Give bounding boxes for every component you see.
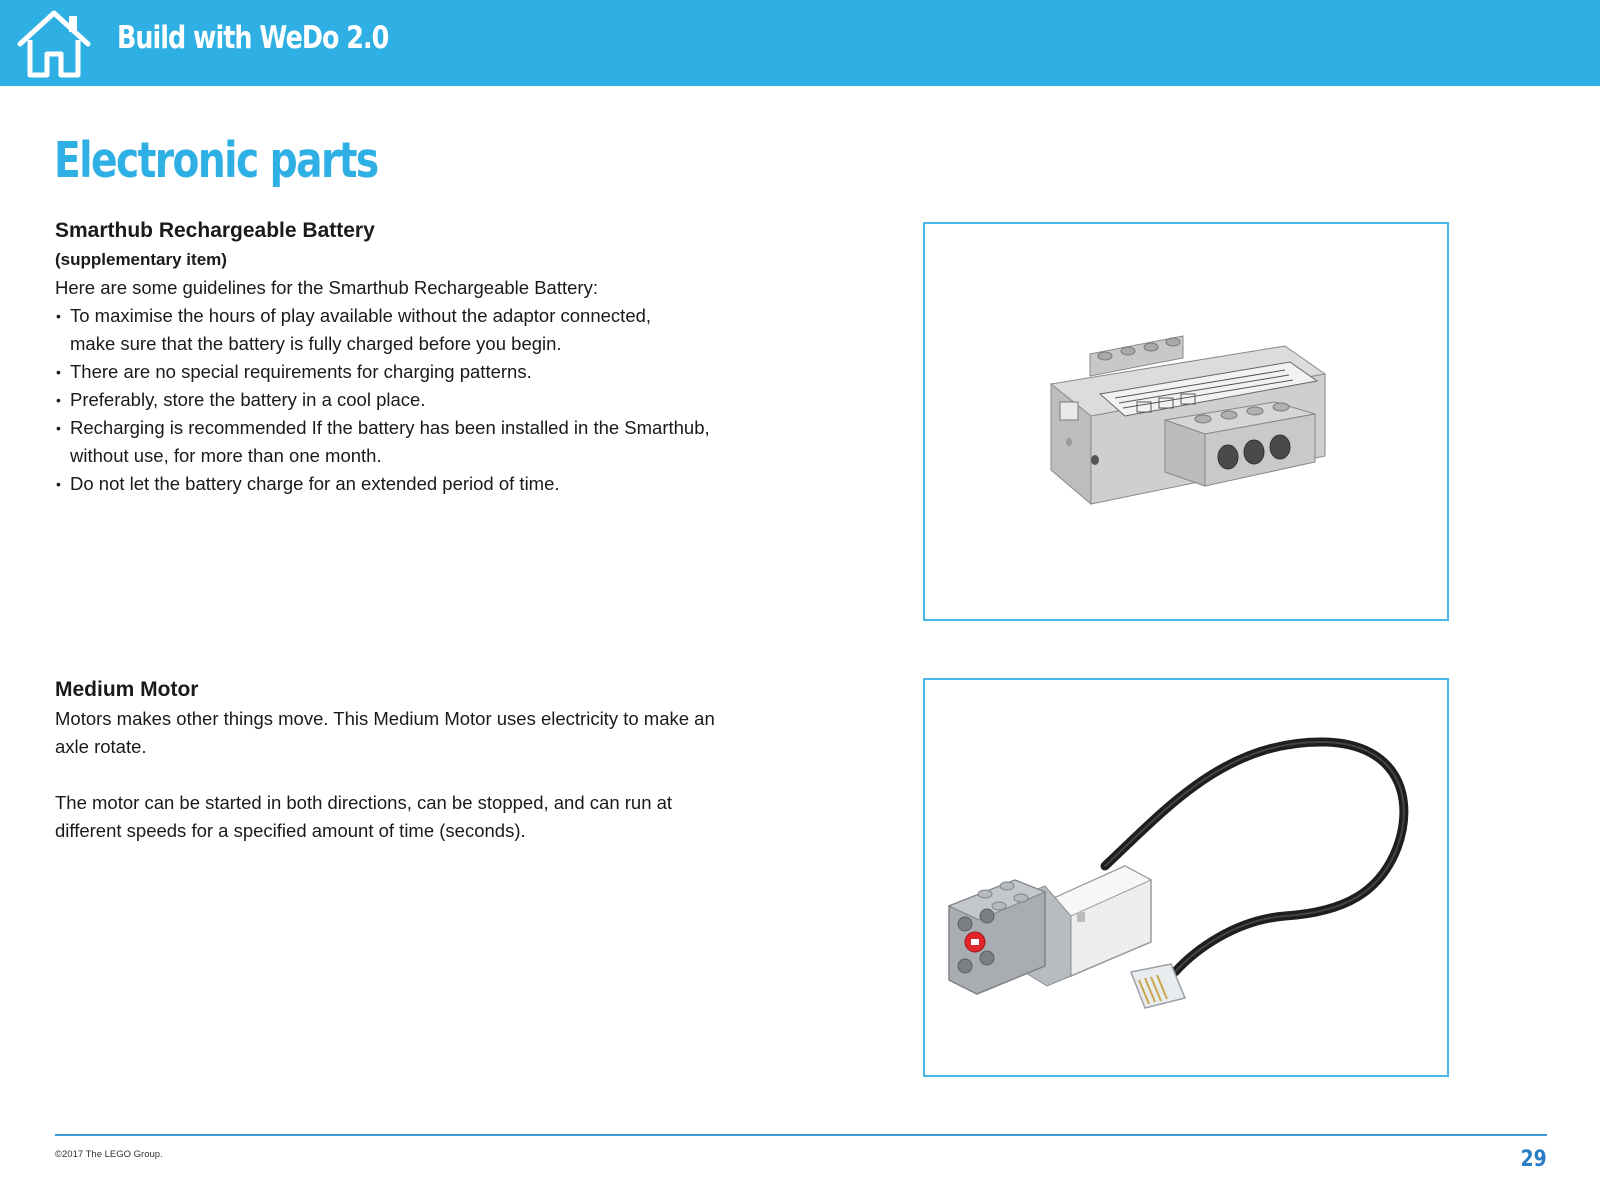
medium-motor-image — [925, 680, 1447, 1075]
list-item — [55, 386, 775, 414]
copyright-text: ©2017 The LEGO Group. — [55, 1149, 163, 1160]
list-item-line: Preferably, store the battery in a cool place. — [70, 389, 426, 410]
header-title: Build with WeDo 2.0 — [117, 20, 389, 56]
paragraph-line: different speeds for a specified amount of time (seconds). — [55, 820, 526, 841]
smarthub-battery-image — [925, 224, 1447, 619]
paragraph-line: The motor can be started in both directions, can be stopped, and can run at — [55, 792, 673, 813]
motor-heading: Medium Motor — [55, 678, 199, 701]
list-item-line: To maximise the hours of play available without the adaptor connected, — [70, 305, 652, 326]
list-item — [55, 358, 775, 386]
motor-image-frame — [923, 678, 1449, 1077]
battery-heading: Smarthub Rechargeable Battery — [55, 219, 375, 242]
motor-paragraph-1 — [55, 705, 775, 761]
list-item-line: Recharging is recommended If the battery has been installed in the Smarthub, — [70, 417, 710, 438]
battery-intro: Here are some guidelines for the Smarthub Rechargeable Battery: — [55, 277, 598, 298]
battery-image-frame — [923, 222, 1449, 621]
motor-section — [55, 675, 775, 845]
motor-paragraph-2 — [55, 789, 775, 845]
list-item-line: There are no special requirements for charging patterns. — [70, 361, 532, 382]
home-icon — [16, 6, 92, 78]
home-button[interactable] — [16, 6, 92, 78]
paragraph-line: axle rotate. — [55, 736, 147, 757]
header-bar — [0, 0, 1600, 86]
battery-section — [55, 216, 775, 498]
battery-guidelines-list — [55, 302, 775, 498]
page-title: Electronic parts — [54, 132, 378, 189]
list-item — [55, 470, 775, 498]
battery-subheading: (supplementary item) — [55, 250, 227, 269]
list-item — [55, 302, 775, 358]
list-item-line: make sure that the battery is fully charged before you begin. — [70, 333, 562, 354]
list-item-line: Do not let the battery charge for an extended period of time. — [70, 473, 560, 494]
page-number: 29 — [1520, 1147, 1547, 1172]
paragraph-line: Motors makes other things move. This Medium Motor uses electricity to make an — [55, 708, 715, 729]
list-item-line: without use, for more than one month. — [70, 445, 382, 466]
list-item — [55, 414, 775, 470]
footer-divider — [55, 1134, 1547, 1136]
